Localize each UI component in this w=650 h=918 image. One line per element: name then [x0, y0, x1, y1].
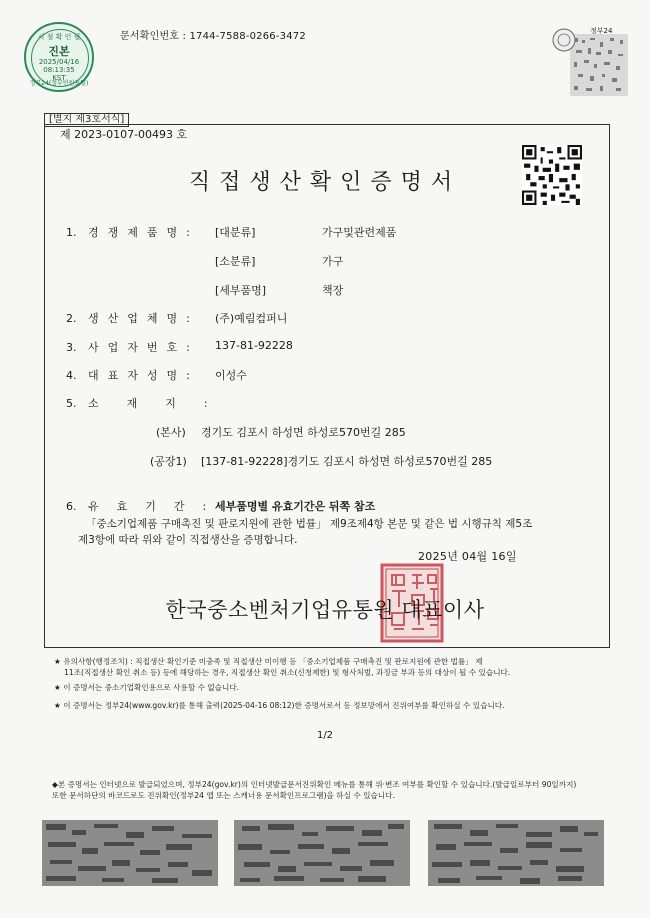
product-detail-name-label: [세부품명] [215, 284, 267, 297]
field-label: 대표자성명 [88, 369, 187, 382]
footer-line-1: ◆본 증명서는 인터넷으로 발급되었으며, 정부24(gov.kr)의 인터넷발급문서진위확인 메뉴를 통해 위·변조 여부를 확인할 수 있습니다.(발급일로부터 90일까지) [52, 780, 577, 789]
verification-barcode [42, 820, 218, 886]
seal-date: 2025/04/16 [38, 58, 80, 66]
field-label: 소재지 [88, 397, 204, 410]
certificate-title: 직접생산확인증명서 [188, 170, 462, 195]
company-name-value: (주)예림컴퍼니 [215, 312, 288, 325]
field-colon: : [202, 500, 207, 513]
field-representative-label [66, 367, 190, 383]
field-company-label [66, 310, 190, 326]
verification-barcode [234, 820, 410, 886]
field-colon: : [203, 397, 208, 410]
statement-line-2: 제3항에 따라 위와 같이 직접생산을 증명합니다. [78, 534, 298, 546]
notice-line: 11조(직접생산 확인 취소 등) 등에 해당하는 경우, 직접생산 확인 취소(신청제한) 및 형사처벌, 과징금 부과 등의 대상이 될 수 있습니다. [64, 668, 511, 677]
certification-statement [78, 516, 533, 548]
field-number: 3. [66, 341, 77, 354]
field-colon: : [186, 341, 190, 354]
field-label: 유효기간 [88, 500, 203, 513]
notice-line: ★ 유의사항(행정조치) : 직접생산 확인기준 미충족 및 직접생산 미이행 등 「중소기업제품 구매촉진 및 판로지원에 관한 법률」 제 [54, 657, 483, 666]
statement-line-1: 「중소기업제품 구매촉진 및 판로지원에 관한 법률」 제9조제4항 본문 및 같은 법 시행규칙 제5조 [86, 518, 533, 530]
validity-value: 세부품명별 유효기간은 뒤쪽 참조 [215, 500, 376, 513]
field-colon: : [186, 312, 190, 325]
field-label: 생산업체명 [88, 312, 187, 325]
seal-main-text: 진본 [48, 45, 70, 58]
field-colon: : [186, 369, 190, 382]
representative-value: 이성수 [215, 369, 247, 382]
field-number: 6. [66, 500, 77, 513]
field-label: 사업자번호 [88, 341, 187, 354]
product-major-category-value: 가구및관련제품 [322, 226, 397, 239]
verification-barcode [428, 820, 604, 886]
notice-administrative [54, 656, 510, 678]
hq-label: (본사) [156, 426, 186, 439]
gov24-label: 정부24 [590, 27, 613, 35]
business-number-value: 137-81-92228 [215, 339, 293, 352]
factory-address: [137-81-92228]경기도 김포시 하성면 하성로570번길 285 [201, 455, 493, 468]
product-minor-category-value: 가구 [322, 255, 344, 268]
field-number: 4. [66, 369, 77, 382]
field-number: 2. [66, 312, 77, 325]
notice-usage: ★ 이 증명서는 중소기업확인용으로 사용할 수 없습니다. [54, 683, 240, 692]
product-minor-category-label: [소분류] [215, 255, 256, 268]
form-code: [별지 제3호서식] [44, 113, 129, 127]
issuer-name: 한국중소벤처기업유통원 대표이사 [165, 598, 485, 622]
certificate-number: 제 2023-0107-00493 호 [60, 128, 188, 141]
seal-timezone: KST [52, 74, 66, 82]
authenticity-seal [24, 22, 94, 92]
hq-address: 경기도 김포시 하성면 하성로570번길 285 [201, 426, 406, 439]
page-number: 1/2 [316, 730, 334, 741]
seal-top-text: 시 점 확 인 필 [37, 33, 81, 41]
field-number: 5. [66, 397, 77, 410]
field-label: 경쟁제품명 [88, 226, 187, 239]
seal-time: 08:13:35 [43, 66, 75, 74]
gov24-stamp-pattern [550, 26, 630, 98]
field-business-number-label [66, 339, 190, 355]
field-colon: : [186, 226, 190, 239]
field-location-label [66, 395, 208, 411]
factory-label: (공장1) [150, 455, 187, 468]
footer-line-2: 또한 문서하단의 바코드로도 진위확인(정부24 앱 또는 스캐너용 문서확인프로그램)을 하실 수 있습니다. [52, 791, 395, 800]
field-validity-label [66, 498, 206, 514]
document-check-number: 문서확인번호 : 1744-7588-0266-3472 [120, 31, 306, 42]
product-major-category-label: [대분류] [215, 226, 256, 239]
issue-date: 2025년 04월 16일 [418, 550, 517, 563]
footer-notice [52, 779, 576, 801]
product-detail-name-value: 책장 [322, 284, 344, 297]
field-product-label [66, 224, 190, 240]
field-number: 1. [66, 226, 77, 239]
notice-verification: ★ 이 증명서는 정부24(www.gov.kr)를 통해 출력(2025-04-16 08:12)한 증명서로서 등 정보망에서 진위여부를 확인하실 수 있습니다. [54, 701, 505, 710]
seal-bottom-text: 정부24(정부민원포털) [29, 80, 89, 87]
